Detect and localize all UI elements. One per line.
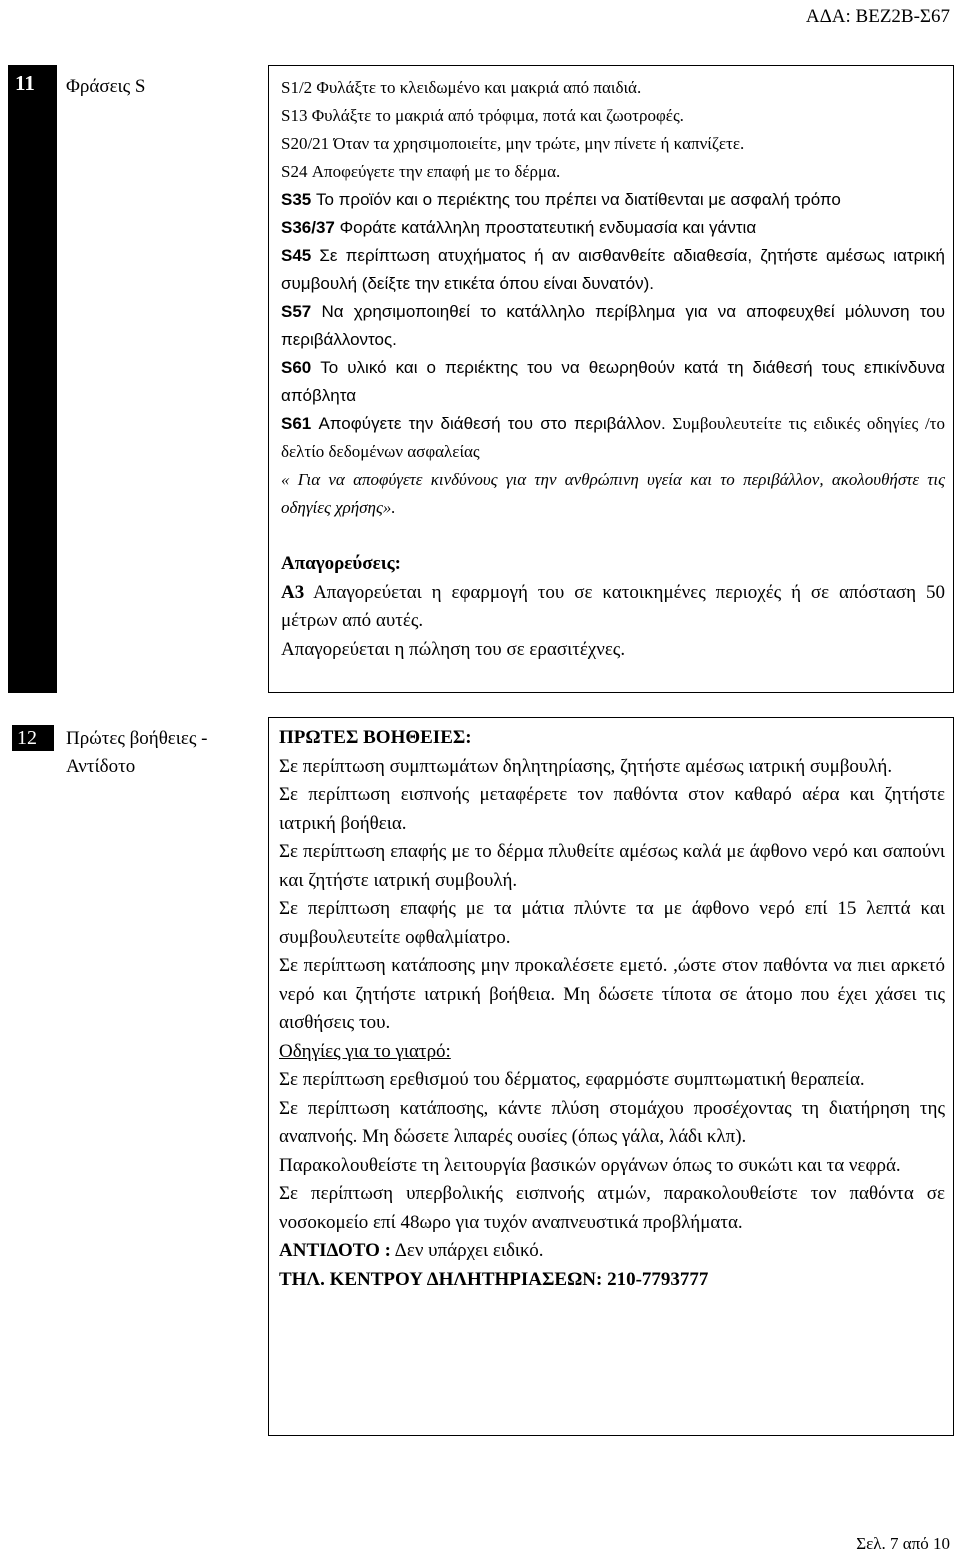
phrase-code: S36/37 xyxy=(281,218,335,237)
first-aid-paragraph: Σε περίπτωση κατάποσης μην προκαλέσετε εμετό. ,ώστε στον παθόντα να πιει αρκετό νερό και ζητήστε ιατρική βοήθεια. Μη δώσετε τίποτα σε άτομο που έχει χάσει τις αισθήσεις του. xyxy=(279,955,945,1033)
prohibitions-heading: Απαγορεύσεις: xyxy=(281,553,401,574)
antidote-line xyxy=(279,1237,945,1266)
phrase-code: Α3 xyxy=(281,581,305,603)
page-number: Σελ. 7 από 10 xyxy=(856,1534,950,1553)
section-11 xyxy=(8,65,954,693)
section-number: 11 xyxy=(15,71,35,95)
poison-center-phone: ΤΗΛ. ΚΕΝΤΡΟΥ ΔΗΛΗΤΗΡΙΑΣΕΩΝ: 210-7793777 xyxy=(279,1268,709,1290)
section-number-cell xyxy=(8,717,57,1436)
first-aid-paragraph: Σε περίπτωση συμπτωμάτων δηλητηρίασης, ζητήστε αμέσως ιατρική συμβουλή. xyxy=(279,755,893,777)
first-aid-heading: ΠΡΩΤΕΣ ΒΟΗΘΕΙΕΣ: xyxy=(279,727,472,748)
phrase-text: Φοράτε κατάλληλη προστατευτική ενδυμασία και γάντια xyxy=(334,218,757,237)
a3-prohibition xyxy=(281,579,945,636)
section-number: 12 xyxy=(17,727,37,749)
antidote-text: Δεν υπάρχει ειδικό. xyxy=(390,1240,544,1261)
phrase-text: Να χρησιμοποιηθεί το κατάλληλο περίβλημα για να αποφευχθεί μόλυνση του περιβάλλοντος. xyxy=(281,302,945,349)
first-aid-paragraph: Σε περίπτωση επαφής με τα μάτια πλύντε τα με άφθονο νερό επί 15 λεπτά και συμβουλευτείτε οφθαλμίατρο. xyxy=(279,898,945,948)
document-ada-code: ΑΔΑ: ΒΕΖ2Β-Σ67 xyxy=(805,6,950,27)
section-title: Πρώτες βοήθειες - Αντίδοτο xyxy=(66,728,208,777)
phrase-text: Αποφύγετε την διάθεσή του στο περιβάλλον. xyxy=(311,414,666,433)
doctor-paragraph: Σε περίπτωση κατάποσης, κάντε πλύση στομάχου προσέχοντας τη διατήρηση της αναπνοής. Μη δώσετε λιπαρές ουσίες (όπως γάλα, λάδι κλπ). xyxy=(279,1097,945,1147)
phrase-text: Το προϊόν και ο περιέκτης του πρέπει να διατίθενται με ασφαλή τρόπο xyxy=(311,190,841,209)
antidote-label: ΑΝΤΙΔΟΤΟ : xyxy=(279,1240,391,1261)
usage-note: « Για να αποφύγετε κινδύνους για την ανθρώπινη υγεία και το περιβάλλον, ακολουθήστε τις οδηγίες χρήσης». xyxy=(281,470,945,517)
s35-phrase xyxy=(281,186,945,214)
phrase-code: S57 xyxy=(281,302,312,321)
phrase-tail: Συμβουλευτείτε τις ειδικές οδηγίες /το δελτίο δεδομένων ασφαλείας xyxy=(281,414,945,461)
s60-phrase xyxy=(281,354,945,410)
s45-phrase xyxy=(281,242,945,298)
section-title: Φράσεις S xyxy=(66,76,146,97)
first-aid-paragraph: Σε περίπτωση εισπνοής μεταφέρετε τον παθόντα στον καθαρό αέρα και ζητήστε ιατρική βοήθεια. xyxy=(279,784,945,834)
s61-phrase xyxy=(281,410,945,466)
phrase-code: S45 xyxy=(281,246,312,265)
s-phrase-line: S13 Φυλάξτε το μακριά από τρόφιμα, ποτά και ζωοτροφές. xyxy=(281,106,684,125)
s-phrase-line: S20/21 Όταν τα χρησιμοποιείτε, μην τρώτε, μην πίνετε ή καπνίζετε. xyxy=(281,134,745,153)
s3637-phrase xyxy=(281,214,945,242)
doctor-paragraph: Σε περίπτωση ερεθισμού του δέρματος, εφαρμόστε συμπτωματική θεραπεία. xyxy=(279,1069,865,1090)
section-12 xyxy=(8,717,954,1436)
s-phrase-line: S24 Αποφεύγετε την επαφή με το δέρμα. xyxy=(281,162,561,181)
section-content xyxy=(268,717,954,1436)
amateur-sale-ban: Απαγορεύεται η πώληση του σε ερασιτέχνες. xyxy=(281,638,626,660)
section-number-box xyxy=(12,725,54,751)
doctor-paragraph: Σε περίπτωση υπερβολικής εισπνοής ατμών, παρακολουθείστε τον παθόντα σε νοσοκομείο επί 48ωρο για τυχόν αναπνευστικά προβλήματα. xyxy=(279,1183,945,1233)
first-aid-paragraph: Σε περίπτωση επαφής με το δέρμα πλυθείτε αμέσως καλά με άφθονο νερό και σαπούνι και ζητήστε ιατρική συμβουλή. xyxy=(279,841,945,891)
section-content xyxy=(268,65,954,693)
s57-phrase xyxy=(281,298,945,354)
s-phrase-line: S1/2 Φυλάξτε το κλειδωμένο και μακριά από παιδιά. xyxy=(281,78,642,97)
phrase-code: S61 xyxy=(281,414,312,433)
phrase-code: S60 xyxy=(281,358,312,377)
phrase-code: S35 xyxy=(281,190,312,209)
phrase-text: Απαγορεύεται η εφαρμογή του σε κατοικημένες περιοχές ή σε απόσταση 50 μέτρων από αυτές. xyxy=(281,581,945,631)
phrase-text: Σε περίπτωση ατυχήματος ή αν αισθανθείτε αδιαθεσία, ζητήστε αμέσως ιατρική συμβουλή (δείξτε την ετικέτα όπου είναι δυνατόν). xyxy=(281,246,945,293)
doctor-paragraph: Παρακολουθείστε τη λειτουργία βασικών οργάνων όπως το συκώτι και τα νεφρά. xyxy=(279,1154,901,1176)
doctor-instructions-heading: Οδηγίες για το γιατρό: xyxy=(279,1040,451,1062)
section-number-cell xyxy=(8,65,57,693)
phrase-text: Το υλικό και ο περιέκτης του να θεωρηθούν κατά τη διάθεσή τους επικίνδυνα απόβλητα xyxy=(281,358,945,405)
